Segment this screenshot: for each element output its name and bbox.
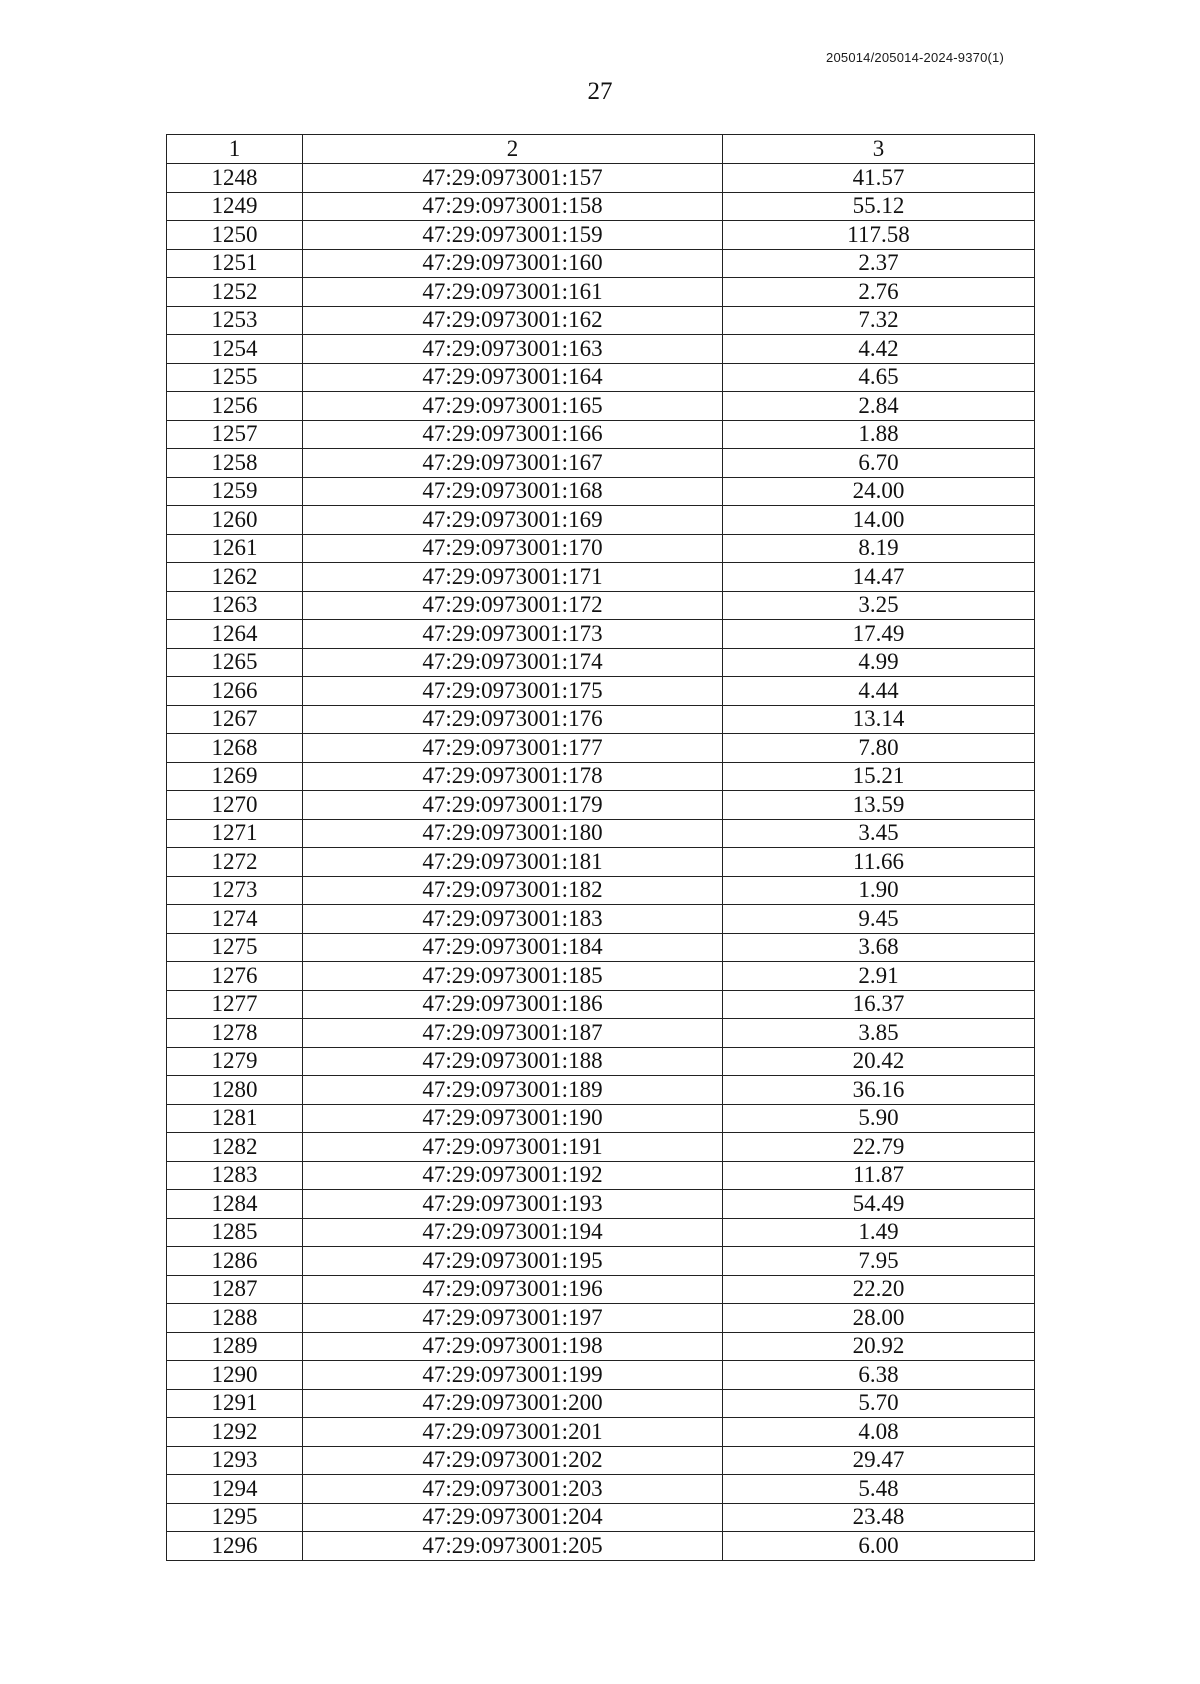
cadastral-number-cell: 47:29:0973001:174	[303, 648, 723, 677]
table-row	[167, 534, 1035, 563]
area-value-cell: 9.45	[723, 905, 1035, 934]
row-number-cell: 1268	[167, 734, 303, 763]
row-number-cell: 1267	[167, 705, 303, 734]
cadastral-number-cell: 47:29:0973001:197	[303, 1304, 723, 1333]
row-number-cell: 1296	[167, 1532, 303, 1561]
table-row	[167, 1247, 1035, 1276]
area-value-cell: 20.42	[723, 1047, 1035, 1076]
cadastral-number-cell: 47:29:0973001:165	[303, 392, 723, 421]
table-row	[167, 563, 1035, 592]
cadastral-number-cell: 47:29:0973001:184	[303, 933, 723, 962]
area-value-cell: 5.90	[723, 1104, 1035, 1133]
row-number-cell: 1289	[167, 1332, 303, 1361]
table-row	[167, 962, 1035, 991]
area-value-cell: 5.48	[723, 1475, 1035, 1504]
cadastral-number-cell: 47:29:0973001:190	[303, 1104, 723, 1133]
cadastral-number-cell: 47:29:0973001:162	[303, 306, 723, 335]
table-row	[167, 1532, 1035, 1561]
area-value-cell: 8.19	[723, 534, 1035, 563]
cadastral-number-cell: 47:29:0973001:200	[303, 1389, 723, 1418]
cadastral-number-cell: 47:29:0973001:203	[303, 1475, 723, 1504]
parcel-table	[166, 134, 1035, 1561]
cadastral-number-cell: 47:29:0973001:170	[303, 534, 723, 563]
row-number-cell: 1285	[167, 1218, 303, 1247]
table-row	[167, 1475, 1035, 1504]
table-row	[167, 1161, 1035, 1190]
table-row	[167, 1076, 1035, 1105]
area-value-cell: 13.59	[723, 791, 1035, 820]
cadastral-number-cell: 47:29:0973001:204	[303, 1503, 723, 1532]
table-row	[167, 648, 1035, 677]
header-row	[167, 135, 1035, 164]
row-number-cell: 1291	[167, 1389, 303, 1418]
row-number-cell: 1261	[167, 534, 303, 563]
cadastral-number-cell: 47:29:0973001:196	[303, 1275, 723, 1304]
row-number-cell: 1249	[167, 192, 303, 221]
cadastral-number-cell: 47:29:0973001:176	[303, 705, 723, 734]
table-row	[167, 620, 1035, 649]
header-cell-column-1: 1	[167, 135, 303, 164]
cadastral-number-cell: 47:29:0973001:167	[303, 449, 723, 478]
row-number-cell: 1254	[167, 335, 303, 364]
row-number-cell: 1256	[167, 392, 303, 421]
area-value-cell: 4.65	[723, 363, 1035, 392]
cadastral-number-cell: 47:29:0973001:166	[303, 420, 723, 449]
cadastral-number-cell: 47:29:0973001:158	[303, 192, 723, 221]
row-number-cell: 1252	[167, 278, 303, 307]
area-value-cell: 14.47	[723, 563, 1035, 592]
cadastral-number-cell: 47:29:0973001:178	[303, 762, 723, 791]
area-value-cell: 7.32	[723, 306, 1035, 335]
row-number-cell: 1279	[167, 1047, 303, 1076]
cadastral-number-cell: 47:29:0973001:169	[303, 506, 723, 535]
area-value-cell: 6.00	[723, 1532, 1035, 1561]
table-row	[167, 335, 1035, 364]
area-value-cell: 117.58	[723, 221, 1035, 250]
cadastral-number-cell: 47:29:0973001:202	[303, 1446, 723, 1475]
row-number-cell: 1253	[167, 306, 303, 335]
table-row	[167, 1304, 1035, 1333]
table-row	[167, 164, 1035, 193]
row-number-cell: 1286	[167, 1247, 303, 1276]
cadastral-number-cell: 47:29:0973001:181	[303, 848, 723, 877]
area-value-cell: 20.92	[723, 1332, 1035, 1361]
table-row	[167, 876, 1035, 905]
area-value-cell: 36.16	[723, 1076, 1035, 1105]
header-cell-column-2: 2	[303, 135, 723, 164]
cadastral-number-cell: 47:29:0973001:192	[303, 1161, 723, 1190]
row-number-cell: 1273	[167, 876, 303, 905]
cadastral-number-cell: 47:29:0973001:160	[303, 249, 723, 278]
table-row	[167, 477, 1035, 506]
row-number-cell: 1266	[167, 677, 303, 706]
cadastral-number-cell: 47:29:0973001:173	[303, 620, 723, 649]
table-row	[167, 506, 1035, 535]
table-row	[167, 420, 1035, 449]
row-number-cell: 1292	[167, 1418, 303, 1447]
row-number-cell: 1263	[167, 591, 303, 620]
table-row	[167, 1503, 1035, 1532]
cadastral-number-cell: 47:29:0973001:188	[303, 1047, 723, 1076]
table-row	[167, 1133, 1035, 1162]
table-row	[167, 1104, 1035, 1133]
table-row	[167, 1019, 1035, 1048]
cadastral-number-cell: 47:29:0973001:195	[303, 1247, 723, 1276]
table-row	[167, 449, 1035, 478]
area-value-cell: 29.47	[723, 1446, 1035, 1475]
area-value-cell: 4.42	[723, 335, 1035, 364]
row-number-cell: 1280	[167, 1076, 303, 1105]
area-value-cell: 28.00	[723, 1304, 1035, 1333]
table-row	[167, 591, 1035, 620]
row-number-cell: 1260	[167, 506, 303, 535]
cadastral-number-cell: 47:29:0973001:186	[303, 990, 723, 1019]
cadastral-number-cell: 47:29:0973001:189	[303, 1076, 723, 1105]
document-reference-number: 205014/205014-2024-9370(1)	[826, 50, 1004, 65]
row-number-cell: 1250	[167, 221, 303, 250]
page-number: 27	[587, 78, 613, 105]
area-value-cell: 22.20	[723, 1275, 1035, 1304]
area-value-cell: 23.48	[723, 1503, 1035, 1532]
area-value-cell: 6.38	[723, 1361, 1035, 1390]
cadastral-number-cell: 47:29:0973001:201	[303, 1418, 723, 1447]
table-row	[167, 192, 1035, 221]
area-value-cell: 16.37	[723, 990, 1035, 1019]
cadastral-number-cell: 47:29:0973001:194	[303, 1218, 723, 1247]
table-row	[167, 734, 1035, 763]
cadastral-number-cell: 47:29:0973001:187	[303, 1019, 723, 1048]
row-number-cell: 1262	[167, 563, 303, 592]
area-value-cell: 2.76	[723, 278, 1035, 307]
area-value-cell: 41.57	[723, 164, 1035, 193]
cadastral-number-cell: 47:29:0973001:172	[303, 591, 723, 620]
area-value-cell: 5.70	[723, 1389, 1035, 1418]
cadastral-number-cell: 47:29:0973001:157	[303, 164, 723, 193]
row-number-cell: 1264	[167, 620, 303, 649]
row-number-cell: 1287	[167, 1275, 303, 1304]
area-value-cell: 22.79	[723, 1133, 1035, 1162]
area-value-cell: 24.00	[723, 477, 1035, 506]
row-number-cell: 1290	[167, 1361, 303, 1390]
area-value-cell: 2.37	[723, 249, 1035, 278]
table-row	[167, 249, 1035, 278]
row-number-cell: 1283	[167, 1161, 303, 1190]
area-value-cell: 3.85	[723, 1019, 1035, 1048]
row-number-cell: 1251	[167, 249, 303, 278]
table-row	[167, 933, 1035, 962]
table-row	[167, 1418, 1035, 1447]
area-value-cell: 4.08	[723, 1418, 1035, 1447]
area-value-cell: 11.87	[723, 1161, 1035, 1190]
table-row	[167, 221, 1035, 250]
row-number-cell: 1275	[167, 933, 303, 962]
table-row	[167, 990, 1035, 1019]
table-row	[167, 791, 1035, 820]
table-row	[167, 905, 1035, 934]
row-number-cell: 1282	[167, 1133, 303, 1162]
area-value-cell: 4.99	[723, 648, 1035, 677]
cadastral-number-cell: 47:29:0973001:205	[303, 1532, 723, 1561]
table-row	[167, 306, 1035, 335]
table-row	[167, 1446, 1035, 1475]
row-number-cell: 1259	[167, 477, 303, 506]
table-row	[167, 819, 1035, 848]
table-row	[167, 1047, 1035, 1076]
row-number-cell: 1281	[167, 1104, 303, 1133]
cadastral-number-cell: 47:29:0973001:185	[303, 962, 723, 991]
row-number-cell: 1257	[167, 420, 303, 449]
row-number-cell: 1269	[167, 762, 303, 791]
row-number-cell: 1278	[167, 1019, 303, 1048]
row-number-cell: 1265	[167, 648, 303, 677]
area-value-cell: 1.49	[723, 1218, 1035, 1247]
cadastral-number-cell: 47:29:0973001:164	[303, 363, 723, 392]
area-value-cell: 6.70	[723, 449, 1035, 478]
table-row	[167, 1389, 1035, 1418]
table-row	[167, 848, 1035, 877]
cadastral-number-cell: 47:29:0973001:163	[303, 335, 723, 364]
cadastral-number-cell: 47:29:0973001:183	[303, 905, 723, 934]
area-value-cell: 13.14	[723, 705, 1035, 734]
row-number-cell: 1276	[167, 962, 303, 991]
table-row	[167, 705, 1035, 734]
table-row	[167, 1361, 1035, 1390]
row-number-cell: 1255	[167, 363, 303, 392]
cadastral-number-cell: 47:29:0973001:182	[303, 876, 723, 905]
row-number-cell: 1274	[167, 905, 303, 934]
row-number-cell: 1270	[167, 791, 303, 820]
cadastral-number-cell: 47:29:0973001:198	[303, 1332, 723, 1361]
cadastral-number-cell: 47:29:0973001:159	[303, 221, 723, 250]
table-row	[167, 1218, 1035, 1247]
cadastral-number-cell: 47:29:0973001:177	[303, 734, 723, 763]
table-row	[167, 363, 1035, 392]
row-number-cell: 1293	[167, 1446, 303, 1475]
area-value-cell: 2.84	[723, 392, 1035, 421]
area-value-cell: 7.95	[723, 1247, 1035, 1276]
area-value-cell: 2.91	[723, 962, 1035, 991]
area-value-cell: 1.88	[723, 420, 1035, 449]
cadastral-number-cell: 47:29:0973001:161	[303, 278, 723, 307]
table-row	[167, 762, 1035, 791]
row-number-cell: 1277	[167, 990, 303, 1019]
table-header	[167, 135, 1035, 164]
row-number-cell: 1295	[167, 1503, 303, 1532]
row-number-cell: 1272	[167, 848, 303, 877]
table-row	[167, 1190, 1035, 1219]
cadastral-number-cell: 47:29:0973001:179	[303, 791, 723, 820]
cadastral-number-cell: 47:29:0973001:180	[303, 819, 723, 848]
table-body	[167, 164, 1035, 1561]
cadastral-number-cell: 47:29:0973001:193	[303, 1190, 723, 1219]
area-value-cell: 1.90	[723, 876, 1035, 905]
area-value-cell: 17.49	[723, 620, 1035, 649]
table-row	[167, 278, 1035, 307]
area-value-cell: 3.25	[723, 591, 1035, 620]
row-number-cell: 1294	[167, 1475, 303, 1504]
table-row	[167, 392, 1035, 421]
table-row	[167, 677, 1035, 706]
row-number-cell: 1284	[167, 1190, 303, 1219]
cadastral-number-cell: 47:29:0973001:175	[303, 677, 723, 706]
row-number-cell: 1248	[167, 164, 303, 193]
table-row	[167, 1275, 1035, 1304]
cadastral-number-cell: 47:29:0973001:168	[303, 477, 723, 506]
cadastral-number-cell: 47:29:0973001:171	[303, 563, 723, 592]
row-number-cell: 1271	[167, 819, 303, 848]
area-value-cell: 15.21	[723, 762, 1035, 791]
area-value-cell: 3.68	[723, 933, 1035, 962]
table-row	[167, 1332, 1035, 1361]
area-value-cell: 14.00	[723, 506, 1035, 535]
row-number-cell: 1288	[167, 1304, 303, 1333]
cadastral-number-cell: 47:29:0973001:199	[303, 1361, 723, 1390]
header-cell-column-3: 3	[723, 135, 1035, 164]
row-number-cell: 1258	[167, 449, 303, 478]
area-value-cell: 55.12	[723, 192, 1035, 221]
cadastral-number-cell: 47:29:0973001:191	[303, 1133, 723, 1162]
area-value-cell: 3.45	[723, 819, 1035, 848]
area-value-cell: 11.66	[723, 848, 1035, 877]
area-value-cell: 54.49	[723, 1190, 1035, 1219]
area-value-cell: 4.44	[723, 677, 1035, 706]
area-value-cell: 7.80	[723, 734, 1035, 763]
